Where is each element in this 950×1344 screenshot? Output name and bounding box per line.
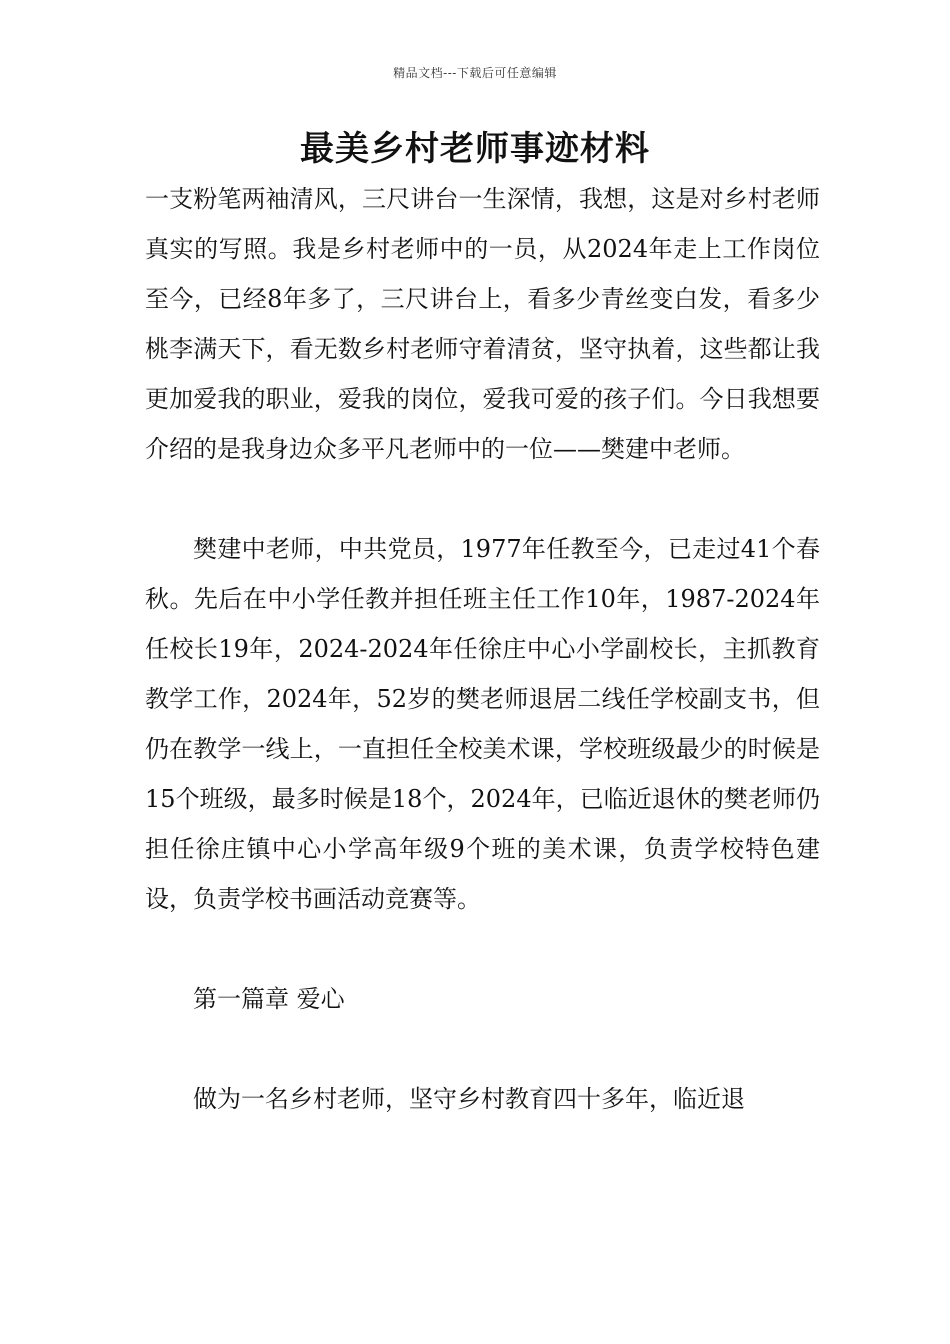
header-note: 精品文档---下载后可任意编辑 [393,66,557,80]
paragraph-gap [145,924,820,974]
paragraph-profile: 樊建中老师，中共党员，1977年任教至今，已走过41个春秋。先后在中小学任教并担任班主任工作10年，1987-2024年任校长19年，2024-2024年任徐庄中心小学副校长，主抓教育教学工作，2024年，52岁的樊老师退居二线任学校副支书，但仍在教学一线上，一直担任全校美术课，学校班级最少的时候是15个班级，最多时候是18个，2024年，已临近退休的樊老师仍担任徐庄镇中心小学高年级9个班的美术课，负责学校特色建设，负责学校书画活动竞赛等。 [145,535,820,913]
section-heading: 第一篇章 爱心 [193,985,345,1013]
document-title: 最美乡村老师事迹材料 [300,129,650,169]
paragraph-gap [145,474,820,524]
document-body [145,174,820,1124]
paragraph-section-start: 做为一名乡村老师，坚守乡村教育四十多年，临近退 [193,1085,745,1113]
paragraph-intro: 一支粉笔两袖清风，三尺讲台一生深情，我想，这是对乡村老师真实的写照。我是乡村老师中的一员，从2024年走上工作岗位至今，已经8年多了，三尺讲台上，看多少青丝变白发，看多少桃李满天下，看无数乡村老师守着清贫，坚守执着，这些都让我更加爱我的职业，爱我的岗位，爱我可爱的孩子们。今日我想要介绍的是我身边众多平凡老师中的一位——樊建中老师。 [145,185,820,463]
paragraph-gap [145,1024,820,1074]
